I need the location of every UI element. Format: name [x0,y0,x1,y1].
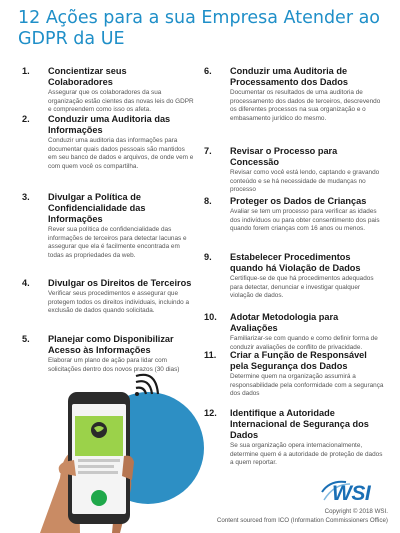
item-body: Certifique-se de que há procedimentos adequados para detectar, denunciar e investigar qualquer violação de dados. [230,275,374,300]
right-column [204,66,384,468]
item-body: Assegurar que os colaboradores da sua organização estão cientes das novas leis do GDPR e compreendem como isso os afeta. [48,89,194,114]
item-number: 6. [204,66,212,76]
item-heading: Divulgar os Direitos de Terceiros [48,278,192,288]
list-item [22,192,194,278]
text-line [78,471,118,474]
list-item [204,312,384,350]
list-item [22,114,194,192]
item-number: 12. [204,408,217,418]
item-number: 3. [22,192,30,202]
item-body: Revisar como você está lendo, captando e gravando conteúdo e se há necessidade de mudanças no processo [230,169,380,194]
item-heading: Criar a Função de Responsável pela Segurança dos Dados [230,350,367,371]
item-heading: Divulgar a Política de Confidencialidade das Informações [48,192,146,224]
list-item [204,350,384,408]
item-number: 9. [204,252,212,262]
item-heading: Conduzir uma Auditoria de Processamento dos Dados [230,66,348,87]
left-column [22,66,194,374]
item-number: 4. [22,278,30,288]
item-body: Documentar os resultados de uma auditoria de processamento dos dados de terceiros, descrevendo os diferentes processos na sua organização e o embasamento jurídico do mesmo. [230,89,381,122]
item-heading: Planejar como Disponibilizar Acesso às Informações [48,334,174,355]
list-item [22,278,194,334]
list-item [204,66,384,146]
item-number: 7. [204,146,212,156]
item-heading: Concientizar seus Colaboradores [48,66,127,87]
list-item [22,66,194,114]
item-body: Elaborar um plano de ação para lidar com solicitações dentro dos novos prazos (30 dias) [48,357,180,373]
item-heading: Proteger os Dados de Crianças [230,196,367,206]
list-item [204,196,384,252]
item-heading: Identifique a Autoridade Internacional de Segurança dos Dados [230,408,369,440]
copyright-text: Copyright © 2018 WSI. [324,508,388,515]
item-body: Rever sua política de confidencialidade das informações de terceiros para detectar lacunas e assegurar que ela é facilmente encontrada em todas as propriedades da web. [48,226,187,259]
list-item [204,252,384,312]
item-heading: Adotar Metodologia para Avaliações [230,312,339,333]
item-body: Conduzir uma auditoria das informações para documentar quais dados pessoais são mantidos em seu banco de dados e arquivos, de onde vem e com quem você os compartilha. [48,137,194,170]
source-text: Content sourced from ICO (Information Commissioners Office) [216,517,388,524]
wsi-logo-text: WSI [332,482,371,505]
item-body: Determine quem na organização assumirá a responsabilidade pela conformidade com a segurança dos dados [230,373,384,398]
wifi-icon [136,375,158,394]
item-heading: Estabelecer Procedimentos quando há Violação de Dados [230,252,361,273]
list-item [204,146,384,196]
page-title: 12 Ações para a sua Empresa Atender ao GDPR da UE [18,8,381,49]
phone-illustration [0,358,230,533]
text-line [78,465,114,468]
item-body: Avaliar se tem um processo para verificar as idades dos indivíduos ou para obter consentimento dos pais quando forem crianças com 16 anos ou menos. [230,208,380,233]
item-body: Verificar seus procedimentos e assegurar que protegem todos os direitos individuais, incluindo a exclusão de dados quando solicitada. [48,290,190,315]
item-heading: Revisar o Processo para Concessão [230,146,338,167]
item-number: 5. [22,334,30,344]
item-number: 10. [204,312,217,322]
item-number: 1. [22,66,30,76]
item-body: Se sua organização opera internacionalmente, determine quem é a autoridade de proteção de dados a quem reportar. [230,442,383,467]
list-item [204,408,384,468]
item-body: Familiarizar-se com quando e como definir forma de conduzir avaliações de conflito de privacidade. [230,335,378,351]
item-number: 11. [204,350,217,360]
item-number: 8. [204,196,212,206]
text-line [78,459,120,462]
item-number: 2. [22,114,30,124]
item-heading: Conduzir uma Auditoria das Informações [48,114,171,135]
green-button-icon [91,490,107,506]
